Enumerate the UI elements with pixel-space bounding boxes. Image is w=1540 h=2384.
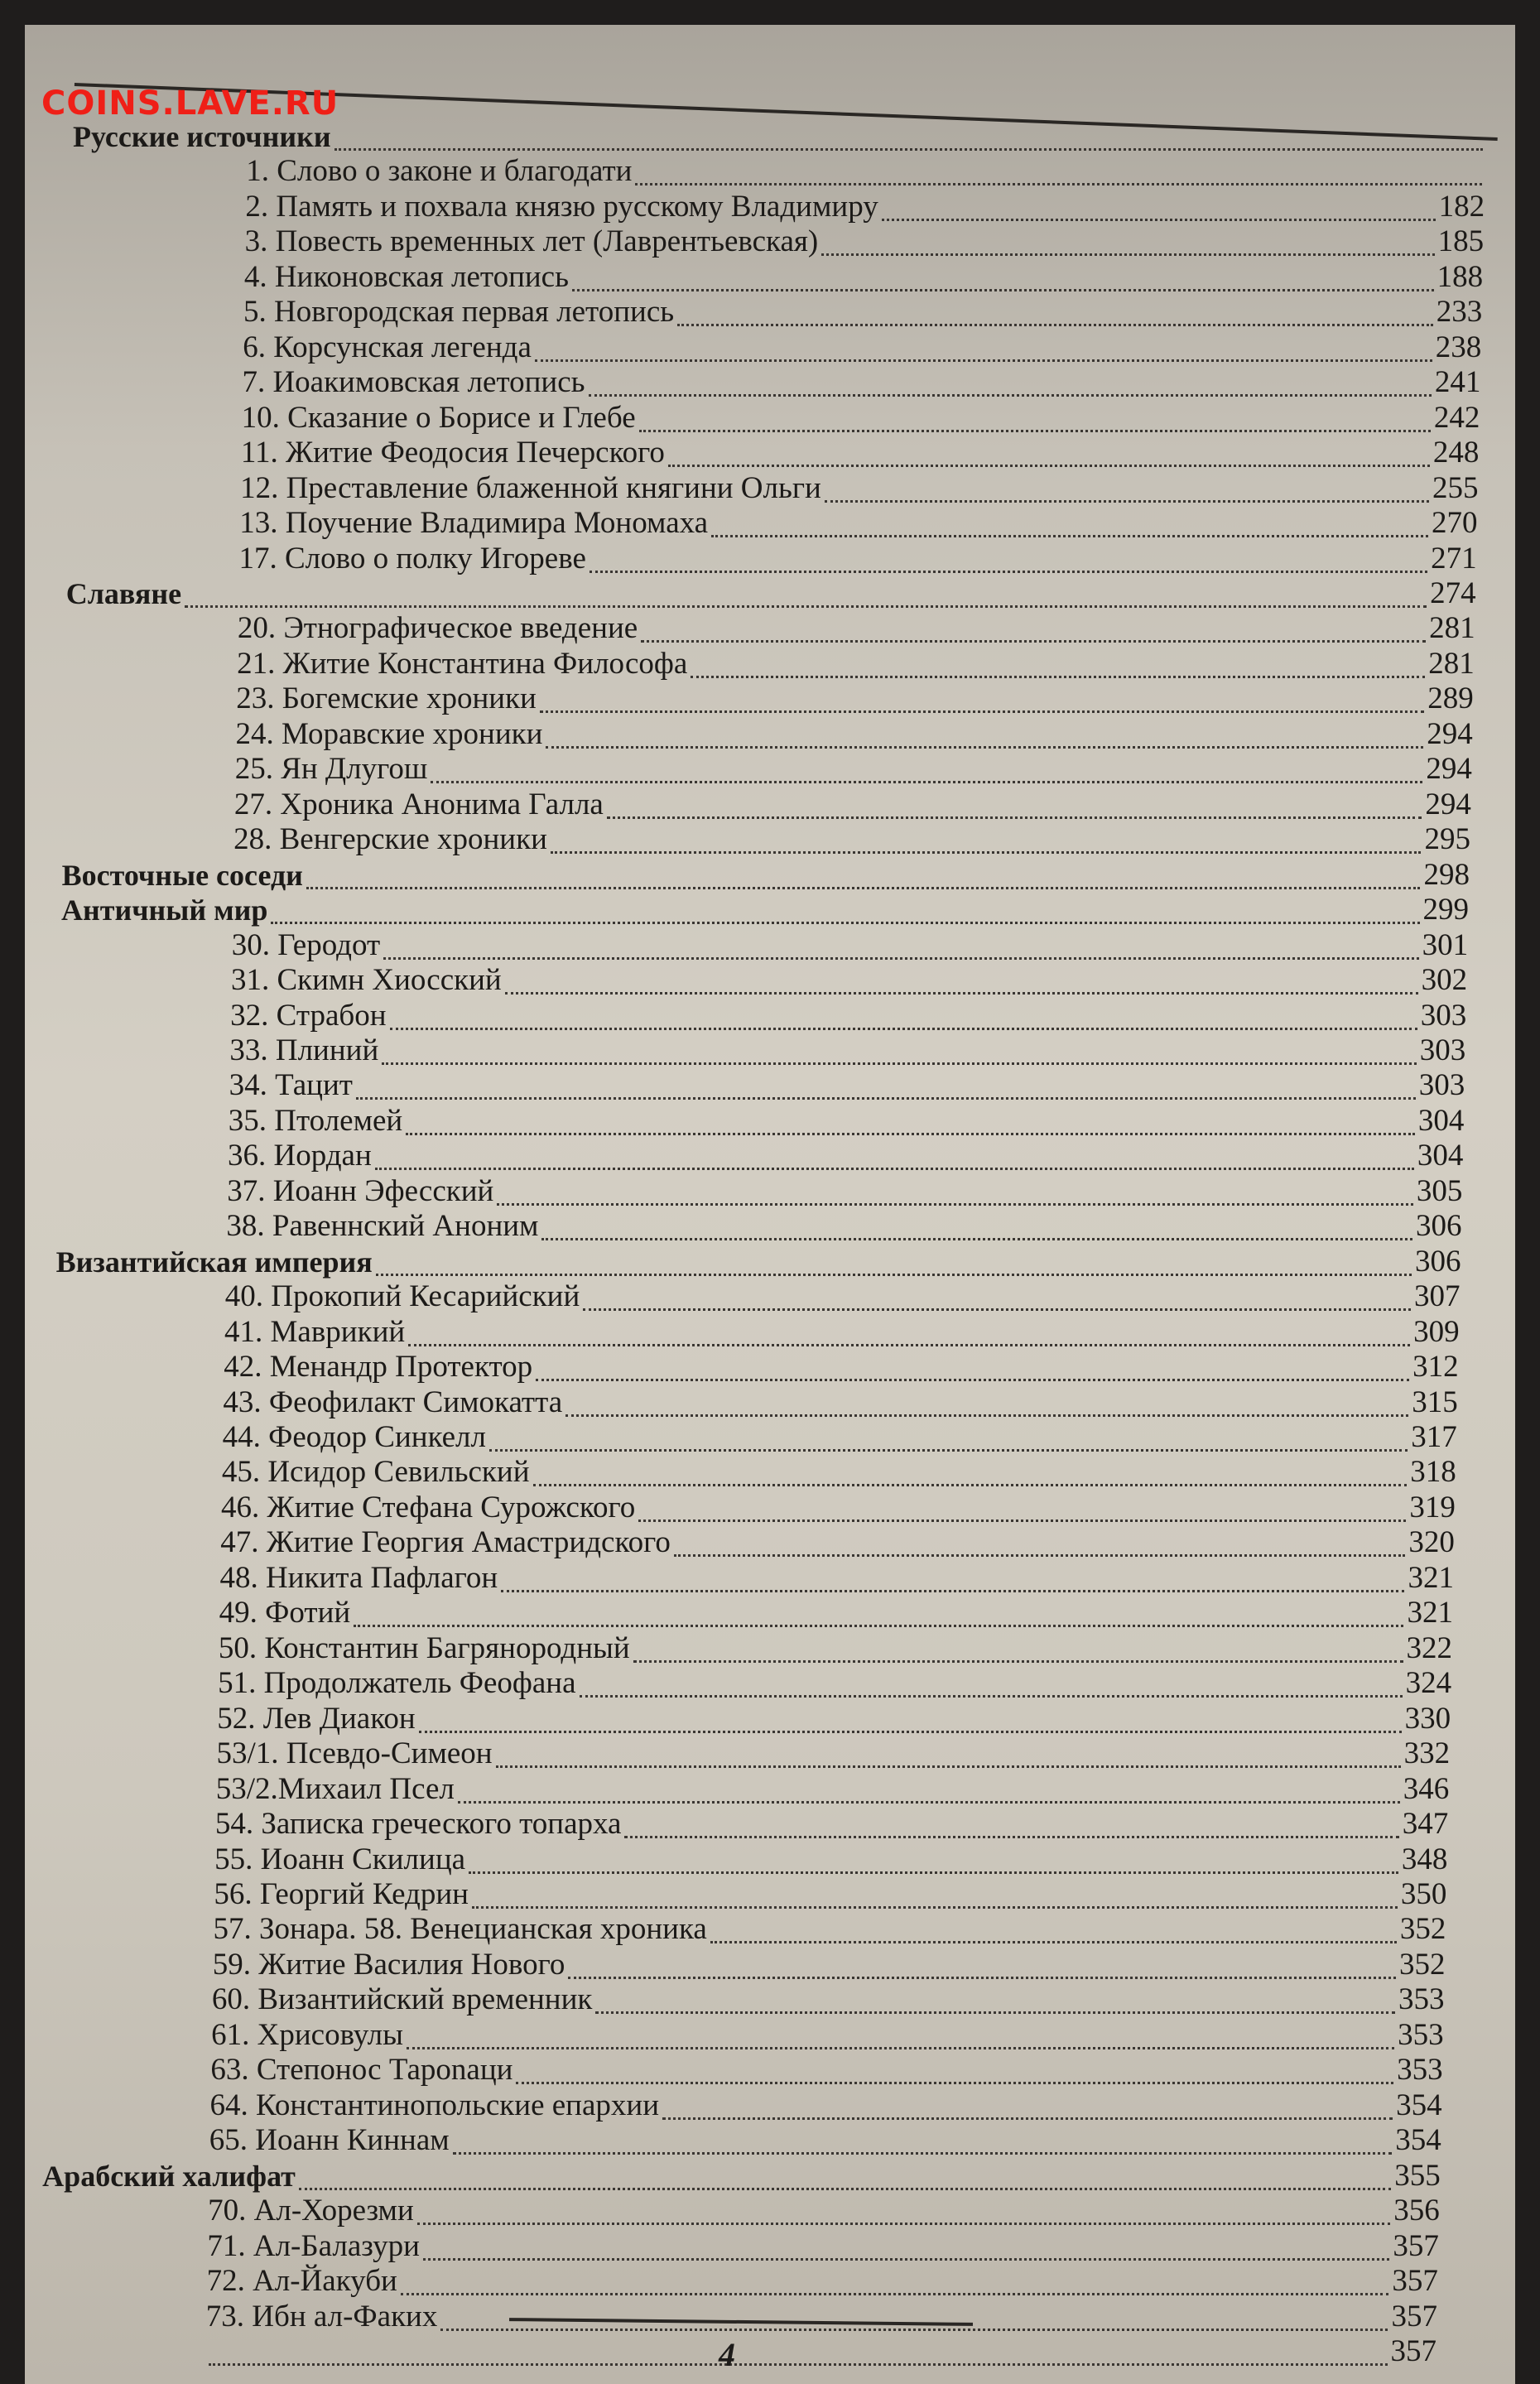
toc-section [42, 2160, 1441, 2193]
dot-leader [299, 2155, 1391, 2190]
toc-page-number: 357 [1392, 2264, 1438, 2299]
dot-leader [453, 2119, 1393, 2155]
dot-leader [383, 924, 1418, 960]
dot-leader [572, 256, 1434, 291]
toc-entry [229, 1105, 1465, 1138]
dot-leader [565, 1381, 1408, 1417]
toc-entry-title: 10. Сказание о Борисе и Глебе [241, 400, 636, 435]
dot-leader [635, 150, 1482, 185]
toc-entry [229, 1069, 1465, 1102]
toc-page-number: 353 [1398, 2017, 1444, 2052]
toc-entry [221, 1491, 1456, 1524]
dot-leader [551, 818, 1422, 854]
toc-entry [228, 1139, 1463, 1173]
toc-section [62, 859, 1470, 892]
toc-entry-title: 42. Менандр Протектор [224, 1350, 533, 1385]
toc-entry-title: 36. Иордан [227, 1139, 372, 1173]
dot-leader [536, 1346, 1409, 1381]
toc-page-number: 309 [1413, 1314, 1460, 1349]
toc-entry [223, 1386, 1457, 1419]
toc-section-title: Славяне [65, 576, 182, 610]
toc-page-number: 356 [1393, 2194, 1440, 2228]
toc-entry [219, 1597, 1453, 1630]
dot-leader [417, 2189, 1391, 2225]
toc-section [56, 1245, 1461, 1279]
book-page [25, 25, 1515, 2384]
toc-page-number: 270 [1432, 506, 1478, 541]
toc-entry-title: 38. Равеннский Аноним [226, 1209, 539, 1244]
toc-entry-title: 25. Ян Длугош [234, 752, 428, 787]
dot-leader [662, 2084, 1393, 2120]
toc-entry [241, 436, 1480, 470]
toc-entry [239, 507, 1477, 540]
toc-entry [206, 2300, 1437, 2333]
toc-entry [225, 1280, 1461, 1313]
dot-leader [423, 2225, 1389, 2261]
dot-leader [589, 361, 1432, 397]
dot-leader [541, 1205, 1412, 1240]
toc-page-number: 320 [1408, 1525, 1455, 1560]
dot-leader [408, 1311, 1410, 1346]
toc-entry-title: 27. Хроника Анонима Галла [233, 787, 604, 821]
dot-leader [185, 572, 1427, 608]
dot-leader [674, 1521, 1406, 1557]
toc-entry [216, 1773, 1450, 1806]
toc-page-number: 318 [1410, 1455, 1456, 1490]
toc-entry-title: 73. Ибн ал-Факих [205, 2299, 438, 2333]
toc-page-number: 321 [1408, 1560, 1454, 1595]
toc-page-number: 295 [1424, 822, 1470, 857]
toc-entry [217, 1703, 1451, 1736]
toc-entry-title: 24. Моравские хроники [235, 716, 543, 751]
toc-entry-title: 3. Повесть временных лет (Лаврентьевская) [244, 224, 819, 259]
toc-page-number: 301 [1422, 927, 1469, 962]
toc-entry [245, 225, 1485, 258]
toc-section [73, 120, 1486, 153]
toc-page-number: 289 [1427, 681, 1474, 716]
toc-entry-title: 21. Житие Константина Философа [237, 646, 688, 681]
toc-entry [234, 788, 1471, 821]
toc-page-number: 303 [1418, 1068, 1465, 1103]
toc-page-number: 317 [1411, 1420, 1457, 1455]
toc-entry-title: 6. Корсунская легенда [243, 330, 532, 364]
toc-page-number: 233 [1436, 295, 1483, 330]
toc-entry [210, 2054, 1442, 2087]
toc-page-number: 354 [1395, 2123, 1441, 2158]
toc-entry-title: 48. Никита Пафлагон [219, 1560, 498, 1595]
toc-entry-title: 57. Зонара. 58. Венецианская хроника [213, 1912, 707, 1947]
toc-page-number: 315 [1412, 1385, 1458, 1419]
toc-entry-title: 31. Скимн Хиосский [230, 963, 502, 998]
toc-entry [244, 261, 1483, 294]
toc-page-number: 348 [1401, 1842, 1448, 1876]
toc-entry-title: 32. Страбон [230, 998, 387, 1033]
toc-page-number: 322 [1406, 1630, 1453, 1665]
toc-entry-title: 23. Богемские хроники [236, 681, 537, 716]
dot-leader [501, 1557, 1404, 1592]
toc-page-number: 255 [1432, 470, 1479, 505]
dot-leader [624, 1803, 1398, 1838]
dot-leader [375, 1134, 1414, 1170]
toc-page-number: 185 [1437, 224, 1485, 259]
toc-entry-title: 59. Житие Василия Нового [212, 1947, 565, 1982]
toc-entry-title: 41. Маврикий [224, 1314, 406, 1349]
toc-entry-title: 51. Продолжатель Феофана [218, 1666, 576, 1701]
watermark: COINS.LAVE.RU [41, 84, 339, 123]
toc-entry [214, 1878, 1446, 1911]
dot-leader [595, 1978, 1395, 2014]
dot-leader [691, 643, 1425, 678]
toc-page-number: 354 [1396, 2088, 1442, 2122]
toc-entry-title: 5. Новгородская первая летопись [243, 295, 675, 330]
toc-entry-title: 53/1. Псевдо-Симеон [216, 1736, 493, 1771]
toc-entry [210, 2089, 1442, 2122]
dot-leader [641, 607, 1426, 643]
toc-page-number: 353 [1398, 1982, 1445, 2017]
toc-page-number: 298 [1423, 857, 1470, 892]
toc-page-number: 324 [1405, 1666, 1452, 1701]
toc-entry-title: 64. Константинопольские епархии [209, 2088, 659, 2122]
toc-entry [243, 296, 1482, 329]
page-number: 4 [719, 2336, 735, 2373]
toc-page-number: 352 [1399, 1912, 1446, 1947]
toc-entry [212, 1983, 1445, 2016]
toc-entry [222, 1456, 1456, 1489]
toc-entry-title: 53/2.Михаил Псел [215, 1771, 455, 1806]
toc-page-number: 353 [1397, 2053, 1443, 2088]
dot-leader [583, 1275, 1411, 1311]
toc-page-number: 304 [1417, 1103, 1465, 1138]
toc-page-number: 248 [1432, 436, 1480, 470]
dot-leader [711, 502, 1428, 537]
toc-page-number: 302 [1421, 963, 1468, 998]
dot-leader [633, 1627, 1403, 1663]
toc-entry-title: 17. Слово о полку Игореве [238, 541, 586, 576]
toc-entry [207, 2265, 1438, 2298]
dot-leader [590, 537, 1427, 573]
dot-leader [607, 783, 1422, 819]
toc-entry-title: 2. Память и похвала князю русскому Владимиру [245, 189, 878, 224]
toc-entry-title: 54. Записка греческого топарха [214, 1807, 622, 1842]
toc-entry-title: 43. Феофилакт Симокатта [223, 1385, 563, 1419]
toc-page-number: 306 [1415, 1244, 1461, 1279]
toc-entry [246, 155, 1485, 188]
dot-leader [356, 1064, 1416, 1100]
toc-entry [219, 1632, 1452, 1665]
toc-entry-title: 1. Слово о законе и благодати [246, 154, 633, 189]
toc-page-number: 241 [1434, 365, 1481, 400]
toc-entry [214, 1913, 1446, 1946]
toc-entry [211, 2019, 1443, 2052]
toc-page-number: 330 [1404, 1701, 1451, 1736]
toc-entry [218, 1667, 1451, 1700]
dot-leader [677, 291, 1433, 326]
dot-leader [209, 2330, 1388, 2366]
toc-entry [227, 1175, 1462, 1208]
toc-page-number: 299 [1422, 893, 1470, 927]
toc-entry [237, 648, 1475, 681]
toc-page-number: 305 [1416, 1173, 1463, 1208]
toc-entry [235, 753, 1472, 786]
dot-leader [568, 1943, 1396, 1979]
toc-entry [242, 366, 1480, 399]
dot-leader [533, 1451, 1408, 1486]
toc-section-title: Арабский халифат [42, 2159, 296, 2193]
toc-page-number: 294 [1427, 716, 1473, 751]
toc-page-number: 306 [1415, 1209, 1462, 1244]
toc-page-number: 350 [1400, 1877, 1447, 1912]
dot-leader [306, 854, 1421, 889]
toc-page-number: 242 [1433, 400, 1480, 435]
dot-leader [376, 1240, 1412, 1276]
toc-page-number: 319 [1409, 1490, 1456, 1524]
toc-entry [214, 1843, 1447, 1876]
toc-entry [208, 2194, 1440, 2227]
dot-leader [472, 1873, 1398, 1909]
dot-leader [382, 1029, 1416, 1065]
toc-entry-title: 52. Лев Диакон [217, 1701, 416, 1736]
toc-section [61, 893, 1469, 927]
toc-entry [226, 1210, 1461, 1243]
dot-leader [825, 467, 1429, 503]
toc-entry [219, 1562, 1453, 1595]
toc-entry [207, 2230, 1438, 2263]
dot-leader [580, 1662, 1403, 1698]
dot-leader [469, 1838, 1398, 1874]
toc-page-number: 303 [1420, 998, 1467, 1033]
toc-page-number: 188 [1437, 259, 1484, 294]
toc-entry [242, 402, 1480, 435]
dot-leader [710, 1908, 1397, 1943]
toc-entry [236, 682, 1473, 715]
toc-entry [216, 1737, 1450, 1770]
dot-leader [639, 397, 1431, 432]
toc-entry [213, 1948, 1446, 1982]
toc-entry-title: 60. Византийский временник [211, 1982, 593, 2017]
toc-page-number: 346 [1403, 1771, 1450, 1806]
toc-entry [243, 331, 1481, 364]
toc-page-number: 271 [1431, 541, 1477, 576]
toc-page-number: 347 [1402, 1807, 1449, 1842]
dot-leader [638, 1486, 1406, 1522]
toc-page-number: 357 [1393, 2228, 1439, 2263]
dot-leader [407, 2014, 1394, 2049]
toc-section-title: Византийская империя [55, 1245, 373, 1279]
toc-entry [230, 999, 1466, 1033]
toc-page-number: 355 [1394, 2158, 1441, 2193]
dot-leader [419, 1698, 1402, 1733]
toc-entry-title: 4. Никоновская летопись [243, 259, 569, 294]
toc-entry-title: 47. Житие Георгия Амастридского [220, 1525, 671, 1560]
toc-entry-title: 28. Венгерские хроники [233, 822, 547, 857]
toc-entry-title: 30. Геродот [231, 927, 381, 962]
dot-leader [489, 1416, 1408, 1452]
toc-entry-title: 34. Тацит [229, 1068, 353, 1103]
dot-leader [496, 1732, 1401, 1768]
toc-entry-title: 70. Ал-Хорезми [208, 2194, 414, 2228]
dot-leader [406, 1100, 1415, 1135]
toc-entry [209, 2124, 1441, 2157]
toc-page-number: 238 [1435, 330, 1482, 364]
toc-page-number: 352 [1398, 1947, 1446, 1982]
toc-page-number: 357 [1390, 2334, 1437, 2368]
toc-entry [238, 612, 1475, 645]
toc-page-number: 357 [1391, 2299, 1437, 2333]
dot-leader [540, 677, 1424, 713]
toc-entry-title: 50. Константин Багрянородный [218, 1630, 630, 1665]
toc-entry [229, 1034, 1465, 1067]
toc-entry [205, 2335, 1437, 2368]
toc-section-title: Античный мир [61, 893, 268, 927]
toc-entry-title: 45. Исидор Севильский [221, 1455, 530, 1490]
toc-section-title: Русские источники [73, 120, 331, 153]
toc-entry-title: 49. Фотий [219, 1596, 351, 1630]
toc-entry-title: 55. Иоанн Скилица [214, 1842, 466, 1876]
dot-leader [668, 431, 1430, 467]
dot-leader [535, 326, 1432, 362]
toc-entry-title: 20. Этнографическое введение [237, 611, 638, 646]
toc-page-number: 303 [1419, 1033, 1466, 1067]
dot-leader [401, 2260, 1389, 2295]
toc-entry [223, 1421, 1457, 1454]
toc-page-number: 182 [1438, 189, 1485, 224]
dot-leader [271, 889, 1419, 924]
toc-entry-title: 12. Преставление блаженной княгини Ольги [240, 470, 821, 505]
toc-entry-title: 65. Иоанн Киннам [209, 2123, 450, 2158]
toc-page-number: 294 [1426, 752, 1472, 787]
dot-leader [334, 115, 1483, 151]
toc-entry [238, 542, 1476, 576]
toc-entry [233, 823, 1470, 856]
toc-entry [245, 190, 1485, 224]
toc-entry-title: 56. Георгий Кедрин [214, 1877, 469, 1912]
dot-leader [458, 1768, 1400, 1804]
toc-entry [236, 718, 1473, 751]
toc-page-number: 281 [1429, 611, 1475, 646]
toc-entry-title: 7. Иоакимовская летопись [242, 365, 585, 400]
toc-page-number: 304 [1417, 1139, 1464, 1173]
toc-entry-title: 13. Поучение Владимира Мономаха [239, 506, 709, 541]
dot-leader [505, 959, 1418, 995]
dot-leader [390, 995, 1417, 1030]
toc-entry-title: 63. Степонос Тароnaци [210, 2053, 513, 2088]
dot-leader [354, 1592, 1403, 1627]
toc-entry-title: 37. Иоанн Эфесский [227, 1173, 494, 1208]
toc-page-number: 332 [1403, 1736, 1451, 1771]
toc-entry-title: 35. Птолемей [228, 1103, 403, 1138]
dot-leader [546, 713, 1423, 749]
toc-page-number: 281 [1428, 646, 1475, 681]
toc-section-title: Восточные соседи [61, 858, 303, 892]
toc-page-number: 312 [1412, 1350, 1459, 1385]
toc-entry-title: 46. Житие Стефана Сурожского [221, 1490, 636, 1524]
toc-entry-title: 44. Феодор Синкелл [222, 1420, 486, 1455]
dot-leader [431, 748, 1422, 783]
dot-leader [882, 185, 1436, 221]
toc-section [66, 577, 1476, 610]
toc-entry [231, 964, 1467, 997]
toc-page-number: 294 [1425, 787, 1471, 821]
toc-entry-title: 71. Ал-Балазури [207, 2228, 420, 2263]
toc-entry-title: 33. Плиний [229, 1033, 379, 1067]
toc-page-number: 321 [1407, 1596, 1453, 1630]
dot-leader [516, 2049, 1393, 2084]
toc-page-number: 307 [1414, 1279, 1461, 1314]
toc-entry [240, 472, 1478, 505]
toc-entry-title: 61. Хрисовулы [211, 2017, 403, 2052]
dot-leader [821, 220, 1434, 256]
toc-entry-title: 40. Прокопий Кесарийский [224, 1279, 580, 1314]
toc-entry-title: 11. Житие Феодосия Печерского [240, 436, 665, 470]
dot-leader [497, 1170, 1413, 1206]
toc-entry [232, 929, 1468, 962]
toc-entry-title: 72. Ал-Йакуби [206, 2264, 397, 2299]
toc-entry [224, 1316, 1460, 1349]
toc-entry [224, 1351, 1458, 1384]
toc-entry [215, 1808, 1448, 1841]
toc-page-number: 274 [1430, 576, 1476, 610]
toc-entry [220, 1526, 1455, 1559]
